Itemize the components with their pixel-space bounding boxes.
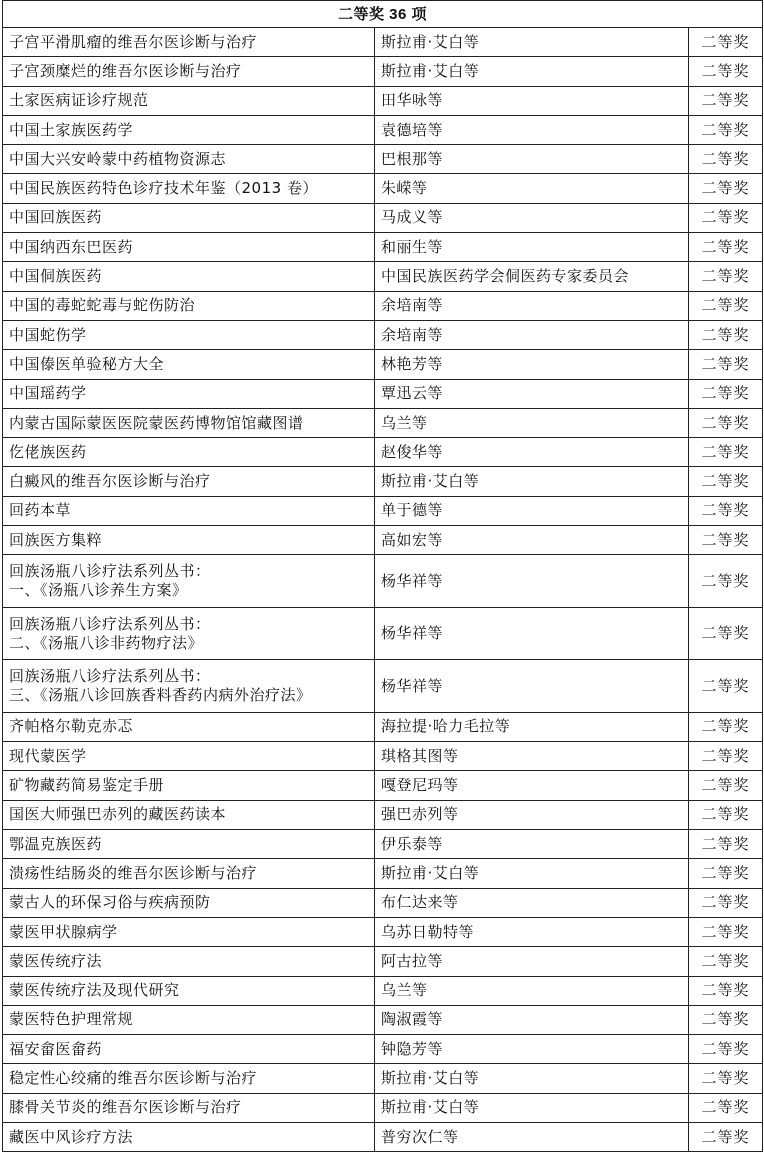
table-row xyxy=(3,262,763,291)
award-level-cell: 二等奖 xyxy=(689,859,763,888)
table-row xyxy=(3,526,763,555)
author-cell: 斯拉甫·艾白等 xyxy=(375,1093,689,1122)
author-cell: 斯拉甫·艾白等 xyxy=(375,467,689,496)
work-title-cell xyxy=(3,203,375,232)
work-title-cell xyxy=(3,830,375,859)
table-row xyxy=(3,86,763,115)
author-cell: 斯拉甫·艾白等 xyxy=(375,1064,689,1093)
table-row xyxy=(3,800,763,829)
work-title-cell xyxy=(3,888,375,917)
work-title-line: 三、《汤瓶八诊回族香料香药内病外治疗法》 xyxy=(9,686,312,705)
table-row xyxy=(3,320,763,349)
table-row xyxy=(3,350,763,379)
author-cell: 乌兰等 xyxy=(375,408,689,437)
table-row xyxy=(3,1093,763,1122)
work-title-line: 土家医病证诊疗规范 xyxy=(9,91,149,110)
work-title-cell xyxy=(3,1035,375,1064)
table-row xyxy=(3,203,763,232)
work-title-line: 蒙医甲状腺病学 xyxy=(9,922,118,941)
work-title-line: 蒙古人的环保习俗与疾病预防 xyxy=(9,893,211,912)
work-title-line: 稳定性心绞痛的维吾尔医诊断与治疗 xyxy=(9,1069,258,1088)
work-title-line: 中国蛇伤学 xyxy=(9,325,87,344)
author-cell: 斯拉甫·艾白等 xyxy=(375,28,689,57)
award-level-cell: 二等奖 xyxy=(689,320,763,349)
table-row xyxy=(3,1005,763,1034)
work-title-cell xyxy=(3,771,375,800)
award-level-cell: 二等奖 xyxy=(689,379,763,408)
award-level-cell: 二等奖 xyxy=(689,917,763,946)
author-cell: 覃迅云等 xyxy=(375,379,689,408)
table-row xyxy=(3,771,763,800)
author-cell: 斯拉甫·艾白等 xyxy=(375,859,689,888)
award-level-cell: 二等奖 xyxy=(689,712,763,741)
author-cell: 海拉提·哈力毛拉等 xyxy=(375,712,689,741)
work-title-cell xyxy=(3,1005,375,1034)
work-title-line: 中国侗族医药 xyxy=(9,267,103,286)
work-title-cell xyxy=(3,742,375,771)
award-level-cell: 二等奖 xyxy=(689,1035,763,1064)
author-cell: 布仁达来等 xyxy=(375,888,689,917)
author-cell: 袁德培等 xyxy=(375,115,689,144)
work-title-cell xyxy=(3,976,375,1005)
table-row xyxy=(3,1123,763,1152)
work-title-cell xyxy=(3,291,375,320)
table-row xyxy=(3,379,763,408)
table-row xyxy=(3,947,763,976)
work-title-cell xyxy=(3,408,375,437)
award-level-cell: 二等奖 xyxy=(689,350,763,379)
work-title-line: 中国纳西东巴医药 xyxy=(9,237,134,256)
award-level-cell: 二等奖 xyxy=(689,57,763,86)
author-cell: 杨华祥等 xyxy=(375,555,689,608)
author-cell: 和丽生等 xyxy=(375,233,689,262)
work-title-cell xyxy=(3,350,375,379)
work-title-cell xyxy=(3,57,375,86)
table-title: 二等奖 36 项 xyxy=(3,1,763,28)
work-title-line: 溃疡性结肠炎的维吾尔医诊断与治疗 xyxy=(9,863,258,882)
award-level-cell: 二等奖 xyxy=(689,291,763,320)
work-title-line: 回族汤瓶八诊疗法系列丛书： xyxy=(9,562,211,581)
work-title-line: 白癜风的维吾尔医诊断与治疗 xyxy=(9,472,211,491)
table-row xyxy=(3,174,763,203)
work-title-line: 蒙医特色护理常规 xyxy=(9,1010,134,1029)
table-row xyxy=(3,660,763,713)
award-level-cell: 二等奖 xyxy=(689,526,763,555)
award-level-cell: 二等奖 xyxy=(689,28,763,57)
work-title-cell xyxy=(3,145,375,174)
author-cell: 余培南等 xyxy=(375,320,689,349)
awards-table xyxy=(2,0,763,1152)
author-cell: 高如宏等 xyxy=(375,526,689,555)
table-row xyxy=(3,1064,763,1093)
award-level-cell: 二等奖 xyxy=(689,947,763,976)
award-level-cell: 二等奖 xyxy=(689,496,763,525)
author-cell: 乌苏日勒特等 xyxy=(375,917,689,946)
table-row xyxy=(3,555,763,608)
author-cell: 钟隐芳等 xyxy=(375,1035,689,1064)
work-title-line: 现代蒙医学 xyxy=(9,746,87,765)
work-title-line: 中国傣医单验秘方大全 xyxy=(9,354,165,373)
award-level-cell: 二等奖 xyxy=(689,976,763,1005)
work-title-line: 齐帕格尔勒克赤忑 xyxy=(9,717,134,736)
work-title-line: 二、《汤瓶八诊非药物疗法》 xyxy=(9,633,204,652)
table-row xyxy=(3,1035,763,1064)
author-cell: 赵俊华等 xyxy=(375,438,689,467)
table-row xyxy=(3,233,763,262)
author-cell: 嘎登尼玛等 xyxy=(375,771,689,800)
table-row xyxy=(3,145,763,174)
work-title-cell xyxy=(3,859,375,888)
work-title-cell xyxy=(3,526,375,555)
work-title-line: 矿物藏药简易鉴定手册 xyxy=(9,776,165,795)
author-cell: 朱嵘等 xyxy=(375,174,689,203)
author-cell: 中国民族医药学会侗医药专家委员会 xyxy=(375,262,689,291)
work-title-line: 福安畲医畲药 xyxy=(9,1039,103,1058)
award-level-cell: 二等奖 xyxy=(689,174,763,203)
work-title-cell xyxy=(3,800,375,829)
work-title-line: 中国瑶药学 xyxy=(9,384,87,403)
author-cell: 杨华祥等 xyxy=(375,660,689,713)
work-title-cell xyxy=(3,1093,375,1122)
author-cell: 杨华祥等 xyxy=(375,607,689,660)
work-title-line: 蒙医传统疗法 xyxy=(9,951,103,970)
award-level-cell: 二等奖 xyxy=(689,408,763,437)
work-title-cell xyxy=(3,28,375,57)
table-row xyxy=(3,607,763,660)
work-title-line: 一、《汤瓶八诊养生方案》 xyxy=(9,581,188,600)
work-title-cell xyxy=(3,496,375,525)
work-title-line: 国医大师强巴赤列的藏医药读本 xyxy=(9,805,227,824)
author-cell: 强巴赤列等 xyxy=(375,800,689,829)
work-title-line: 内蒙古国际蒙医医院蒙医药博物馆馆藏图谱 xyxy=(9,413,304,432)
work-title-line: 回族医方集粹 xyxy=(9,530,103,549)
work-title-cell xyxy=(3,712,375,741)
author-cell: 伊乐泰等 xyxy=(375,830,689,859)
work-title-cell xyxy=(3,233,375,262)
award-level-cell: 二等奖 xyxy=(689,888,763,917)
work-title-cell xyxy=(3,660,375,713)
table-header-row xyxy=(3,1,763,28)
author-cell: 乌兰等 xyxy=(375,976,689,1005)
work-title-cell xyxy=(3,555,375,608)
table-row xyxy=(3,115,763,144)
work-title-line: 中国的毒蛇蛇毒与蛇伤防治 xyxy=(9,296,196,315)
author-cell: 阿古拉等 xyxy=(375,947,689,976)
author-cell: 余培南等 xyxy=(375,291,689,320)
work-title-line: 中国土家族医药学 xyxy=(9,120,134,139)
award-level-cell: 二等奖 xyxy=(689,233,763,262)
author-cell: 田华咏等 xyxy=(375,86,689,115)
work-title-line: 鄂温克族医药 xyxy=(9,834,103,853)
table-row xyxy=(3,291,763,320)
work-title-cell xyxy=(3,174,375,203)
award-level-cell: 二等奖 xyxy=(689,467,763,496)
work-title-cell xyxy=(3,467,375,496)
award-level-cell: 二等奖 xyxy=(689,86,763,115)
work-title-cell xyxy=(3,86,375,115)
award-level-cell: 二等奖 xyxy=(689,115,763,144)
work-title-cell xyxy=(3,1064,375,1093)
award-level-cell: 二等奖 xyxy=(689,555,763,608)
award-level-cell: 二等奖 xyxy=(689,607,763,660)
work-title-cell xyxy=(3,262,375,291)
work-title-line: 蒙医传统疗法及现代研究 xyxy=(9,981,180,1000)
work-title-line: 中国回族医药 xyxy=(9,208,103,227)
table-row xyxy=(3,742,763,771)
table-row xyxy=(3,438,763,467)
work-title-line: 仡佬族医药 xyxy=(9,442,87,461)
award-level-cell: 二等奖 xyxy=(689,742,763,771)
award-level-cell: 二等奖 xyxy=(689,145,763,174)
table-body xyxy=(3,28,763,1152)
work-title-line: 回药本草 xyxy=(9,501,72,520)
award-level-cell: 二等奖 xyxy=(689,1064,763,1093)
table-row xyxy=(3,976,763,1005)
table-row xyxy=(3,830,763,859)
table-row xyxy=(3,712,763,741)
table-row xyxy=(3,888,763,917)
work-title-line: 回族汤瓶八诊疗法系列丛书： xyxy=(9,667,211,686)
author-cell: 陶淑霞等 xyxy=(375,1005,689,1034)
work-title-cell xyxy=(3,947,375,976)
author-cell: 斯拉甫·艾白等 xyxy=(375,57,689,86)
award-level-cell: 二等奖 xyxy=(689,1123,763,1152)
table-row xyxy=(3,28,763,57)
table-row xyxy=(3,408,763,437)
table-row xyxy=(3,859,763,888)
work-title-line: 回族汤瓶八诊疗法系列丛书： xyxy=(9,614,211,633)
table-row xyxy=(3,496,763,525)
author-cell: 马成义等 xyxy=(375,203,689,232)
work-title-line: 藏医中风诊疗方法 xyxy=(9,1127,134,1146)
work-title-cell xyxy=(3,917,375,946)
work-title-line: 中国民族医药特色诊疗技术年鉴（2013 卷） xyxy=(9,179,318,198)
work-title-cell xyxy=(3,379,375,408)
table-row xyxy=(3,467,763,496)
work-title-cell xyxy=(3,320,375,349)
author-cell: 巴根那等 xyxy=(375,145,689,174)
award-level-cell: 二等奖 xyxy=(689,771,763,800)
award-level-cell: 二等奖 xyxy=(689,830,763,859)
award-level-cell: 二等奖 xyxy=(689,1093,763,1122)
work-title-cell xyxy=(3,115,375,144)
award-level-cell: 二等奖 xyxy=(689,660,763,713)
author-cell: 林艳芳等 xyxy=(375,350,689,379)
work-title-line: 中国大兴安岭蒙中药植物资源志 xyxy=(9,149,227,168)
work-title-line: 膝骨关节炎的维吾尔医诊断与治疗 xyxy=(9,1098,242,1117)
award-level-cell: 二等奖 xyxy=(689,800,763,829)
table-row xyxy=(3,57,763,86)
work-title-cell xyxy=(3,1123,375,1152)
work-title-cell xyxy=(3,607,375,660)
work-title-line: 子宫平滑肌瘤的维吾尔医诊断与治疗 xyxy=(9,32,258,51)
work-title-cell xyxy=(3,438,375,467)
award-level-cell: 二等奖 xyxy=(689,262,763,291)
award-level-cell: 二等奖 xyxy=(689,438,763,467)
award-level-cell: 二等奖 xyxy=(689,203,763,232)
table-row xyxy=(3,917,763,946)
work-title-line: 子宫颈糜烂的维吾尔医诊断与治疗 xyxy=(9,61,242,80)
award-level-cell: 二等奖 xyxy=(689,1005,763,1034)
author-cell: 琪格其图等 xyxy=(375,742,689,771)
author-cell: 单于德等 xyxy=(375,496,689,525)
author-cell: 普穷次仁等 xyxy=(375,1123,689,1152)
